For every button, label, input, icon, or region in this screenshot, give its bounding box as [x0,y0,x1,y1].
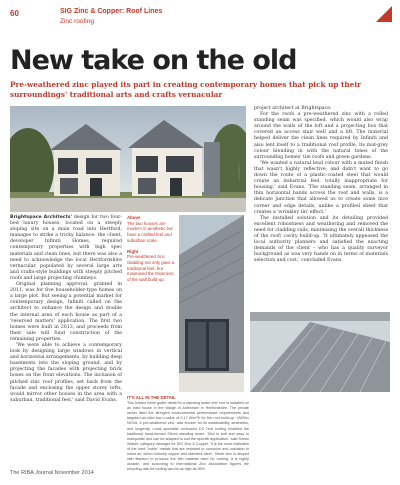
sidebar-text: This hidden inline gutter detail for a standing seam zinc roof is installed on an east house in the village of Aldenham in Hertfordshire. The private owner liked the stringent environmental performance requirements and targeted an ultra low u-value of 0.17 W/m²K for the roof build-up. VMZinc NOVA, a pre-weathered zinc, was chosen for its sustainability, aesthetics, and longevity. Local specialist contractor DC Holt roofing installed the traditional hand-formed 25mm standing seam. 'Zinc is soft and easy to manipulate and can be adapted to suit the specific application,' said Simon Walker, category manager for SIG Zinc & Copper. 'It is the most malleable of the hard "noble" metals that are resistant to corrosion and oxidation to resist air, which industry copper and stainless steel.' Sheet zinc is alloyed with titanium to produce the thin material used for roofing. It is highly durable, and according to International Zinc Association figures the recycling rate for roofing can be as high as 95%. [127,401,249,472]
body-paragraph: The installed solution and its detailing provided excellent robustness and weathering and removed the need for cladding rails, minimising the overall thickness of the roof/ cavity build-up. 'It ultimately appeased the local authority planners and satisfied the exacting demands of the client – who has a quality surveyor background as was very hands on in terms of materials selection and cost,' concluded Evans. [254,215,388,264]
photo-credit: Alan Williams [238,164,241,180]
body-column-right [254,106,388,264]
page-number: 60 [10,9,19,18]
body-paragraph: For the roofs a pre-weathered zinc with a rolled standing seam was specified, which would also wrap around the walls of the loft and a projecting box that covered an access stair well and a lift. The material helped deliver the clean lines required by Infiniti and also lent itself to a traditional roof profile, its mid-grey colour blending in with the natural tones of the surrounding homes' tile roofs and green gardens. [254,112,388,160]
body-paragraph: project architect at Brightspace. [254,106,332,111]
section-title: SIG Zinc & Copper: Roof Lines [60,8,163,15]
zinc-cladding-photo [179,215,244,392]
page-footer: The RIBA Journal November 2014 [10,470,94,476]
article-title: New take on the old [10,45,297,76]
caption-above [127,215,177,244]
caption-text: Pre-weathered zinc cladding not only gave a traditional feel, but minimised the thickness of the wall build-up. [127,254,175,283]
detail-sidebar [127,395,249,472]
lead-in: Brightspace Architects' [10,215,73,220]
caption-heading: Above [127,215,141,220]
caption-right [127,249,177,283]
roof-detail-photo [250,312,390,392]
page-corner-mark [376,6,392,22]
body-column-left [10,215,122,404]
body-paragraph: Original planning approval, granted in 2011, was for five householder-type homes on a large plot. But seeing a potential market for contemporary design, Infiniti called on the architect to enhance the design and double the internal area of each house as part of a 'reserved matters' application. The first two homes were built in 2013, and proceeds from their sale will fund construction of the remaining properties. [10,282,122,342]
body-paragraph: 'We were able to achieve a contemporary look by designing large windows in vertical and horizontal arrangements, by building deep basements into the sloping ground, and by projecting the facades with projecting brick boxes on the front elevations. The inclusion of pitched zinc roof profiles, set back from the facade and enclosing the upper storey lofts, would mirror other houses in the area with a suburban, traditional feel,' said David Evans, [10,342,122,403]
article-standfirst: Pre-weathered zinc played its part in creating contemporary homes that pick up their surroundings' traditional arts and crafts vernacular [10,80,361,99]
subsection-title: Zinc roofing [60,18,94,25]
caption-heading: Right [127,248,139,254]
body-paragraph: Brightspace Architects' design for two four-bed luxury houses, located on a steeply sloping site on a main road into Hertford, manages to strike a tricky balance: the client, developer Infiniti Homes, required contemporary properties with high spec materials and clean lines, but there was also a need to acknowledge the local Hertfordshire vernacular, populated by several large arts and crafts-style buildings with steeply pitched roofs and large projecting chimneys. [10,215,123,281]
caption-text: The two houses are modern in aesthetic but have a crafted feel and suburban scale. [127,220,173,243]
houses-photo [10,106,246,212]
body-paragraph: 'We wanted a natural lead colour with a muted finish that wasn't highly reflective, and didn't want to go down the route of a plastic-coated steel that would create an industrial feel, totally inappropriate for housing,' said Evans. 'The standing seam, arranged in thin horizontal bands across the roof and walls, is a delicate junction that allowed us to create some nice corner and edge details, unlike a profiled sheet that creates a 'wrinkley tin' effect.' [254,160,388,215]
photo-captions [127,215,177,288]
sidebar-heading: IT'S ALL IN THE DETAIL [127,395,176,400]
